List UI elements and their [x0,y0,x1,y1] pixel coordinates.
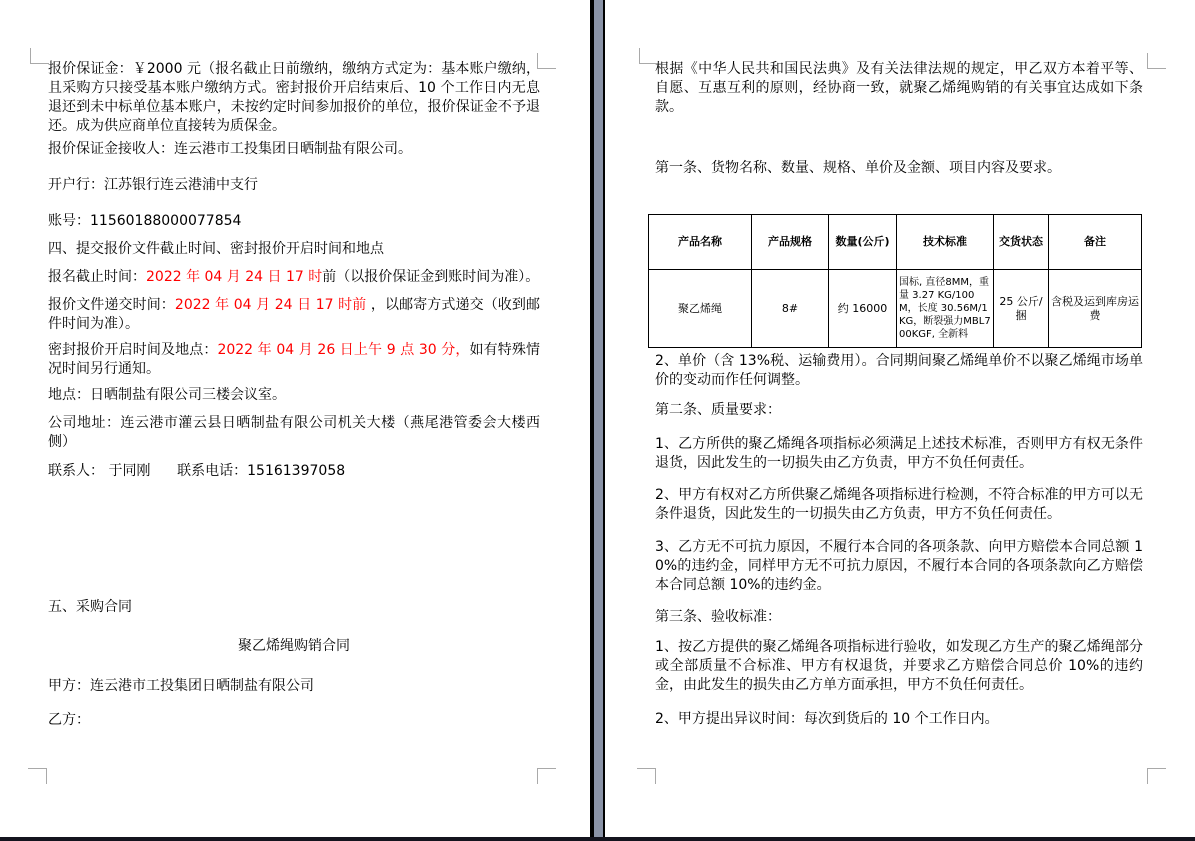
text-boundary-mark [30,48,49,64]
table-cell: 25 公斤/捆 [994,270,1049,348]
page-left[interactable] [0,0,594,837]
text-run: 开户行：江苏银行连云港浦中支行 [48,177,258,193]
text-run: 2、单价（含 13%税、运输费用）。合同期间聚乙烯绳单价不以聚乙烯绳市场单价的变动而作任何调整。 [655,353,1143,388]
text-boundary-mark [537,768,556,784]
text-run: 公司地址：连云港市灌云县日晒制盐有限公司机关大楼（燕尾港管委会大楼西侧） [48,415,540,450]
text-run: 报价保证金接收人：连云港市工投集团日晒制盐有限公司。 [48,141,412,157]
page-left-text [48,60,540,730]
paragraph [655,60,1143,117]
text-run: 1、乙方所供的聚乙烯绳各项指标必须满足上述技术标准，否则甲方有权无条件退货，因此发生的一切损失由乙方负责，甲方不负任何责任。 [655,436,1143,471]
text-boundary-mark [637,768,656,784]
paragraph [48,414,540,452]
right-paragraphs-after-table [655,352,1143,729]
right-paragraphs-before-table [655,60,1143,178]
table-row [649,270,1142,348]
red-text-run: 2022 年 04 月 24 日 17 时前 [174,297,371,313]
red-text-run: 2022 年 04 月 26 日上午 9 点 30 分， [217,342,470,358]
product-table [648,214,1142,348]
text-run: 第一条、货物名称、数量、规格、单价及金额、项目内容及要求。 [655,160,1061,176]
page-right[interactable] [603,0,1195,837]
paragraph [48,268,540,287]
paragraph [655,638,1143,695]
text-run: ，以邮寄方式递交（收到邮件时间为准）。 [48,297,540,332]
paragraph [655,710,1143,729]
text-run: 第二条、质量要求： [655,402,781,418]
text-run: 聚乙烯绳购销合同 [238,638,350,654]
section-heading [48,598,540,617]
text-run: 如有特殊情况时间另行通知。 [48,342,541,377]
paragraph [655,486,1143,524]
paragraph [48,140,540,159]
paragraph [655,352,1143,390]
table-header-row [649,215,1142,270]
text-run: 地点：日晒制盐有限公司三楼会议室。 [48,387,286,403]
text-run: 根据《中华人民共和国民法典》及有关法律法规的规定，甲乙双方本着平等、自愿、互惠互利的原则，经协商一致，就聚乙烯绳购销的有关事宜达成如下条款。 [655,61,1143,115]
table-header-cell: 技术标准 [897,215,994,270]
section-heading [655,401,1143,420]
section-heading [655,159,1143,178]
text-run: 2、甲方提出异议时间：每次到货后的 10 个工作日内。 [655,711,999,727]
paragraph [48,677,540,696]
paragraph [655,435,1143,473]
text-run: 密封报价开启时间及地点： [48,342,218,358]
text-run: 报价保证金：￥2000 元（报名截止日前缴纳，缴纳方式定为：基本账户缴纳，且采购方只接受基本账户缴纳方式。密封报价开启结束后、10 个工作日内无息退还到未中标单位基本账户，未按约定时间参加报价的单位，报价保证金不予退还。成为供应商单位直接转为质保金。 [48,61,540,134]
bottom-edge-band [0,837,1195,841]
text-run: 五、采购合同 [48,599,132,615]
table-cell: 含税及运到库房运费 [1049,270,1142,348]
text-run: 联系人： 于同刚 联系电话：15161397058 [48,463,346,479]
section-heading [48,240,540,259]
text-run: 前（以报价保证金到账时间为准）。 [322,269,540,285]
table-cell: 约 16000 [829,270,897,348]
paragraph [48,60,540,136]
paragraph [48,462,540,481]
paragraph [655,538,1143,595]
text-run: 账号：11560188000077854 [48,213,242,229]
text-run: 第三条、验收标准： [655,609,781,625]
section-heading [655,608,1143,627]
table-cell: 聚乙烯绳 [649,270,752,348]
paragraph [48,212,540,231]
text-run: 报价文件递交时间： [48,297,175,313]
table-header-cell: 产品规格 [752,215,829,270]
paragraph [48,711,540,730]
paragraph [48,386,540,405]
page-right-text [655,60,1143,729]
text-boundary-mark [28,768,47,784]
contract-title [48,637,540,656]
text-run: 2、甲方有权对乙方所供聚乙烯绳各项指标进行检测，不符合标准的甲方可以无条件退货，因此发生的一切损失由乙方负责，甲方不负任何责任。 [655,487,1143,522]
table-header-cell: 备注 [1049,215,1142,270]
table-cell: 国标, 直径8MM，重量 3.27 KG/100M，长度 30.56M/1KG，断裂强力MBL700KGF, 全新料 [897,270,994,348]
text-run: 乙方： [48,712,90,728]
text-run: 3、乙方无不可抗力原因，不履行本合同的各项条款、向甲方赔偿本合同总额 10%的违约金，同样甲方无不可抗力原因，不履行本合同的各项条款向乙方赔偿本合同总额 10%的违约金。 [655,539,1143,593]
paragraph [48,296,540,334]
table-header-cell: 交货状态 [994,215,1049,270]
paragraph [48,341,540,379]
table-header-cell: 产品名称 [649,215,752,270]
paragraph [48,176,540,195]
red-text-run: 2022 年 04 月 24 日 17 时 [146,269,323,285]
text-run: 1、按乙方提供的聚乙烯绳各项指标进行验收，如发现乙方生产的聚乙烯绳部分或全部质量不合标准、甲方有权退货，并要求乙方赔偿合同总价 10%的违约金，由此发生的损失由乙方单方面承担，甲方不负任何责任。 [655,639,1143,693]
table-cell: 8# [752,270,829,348]
text-boundary-mark [1147,768,1166,784]
text-run: 四、提交报价文件截止时间、密封报价开启时间和地点 [48,241,384,257]
text-boundary-mark [1147,53,1166,69]
text-run: 报名截止时间： [48,269,146,285]
table-header-cell: 数量(公斤) [829,215,897,270]
page-divider [594,0,603,837]
text-run: 甲方：连云港市工投集团日晒制盐有限公司 [48,678,314,694]
